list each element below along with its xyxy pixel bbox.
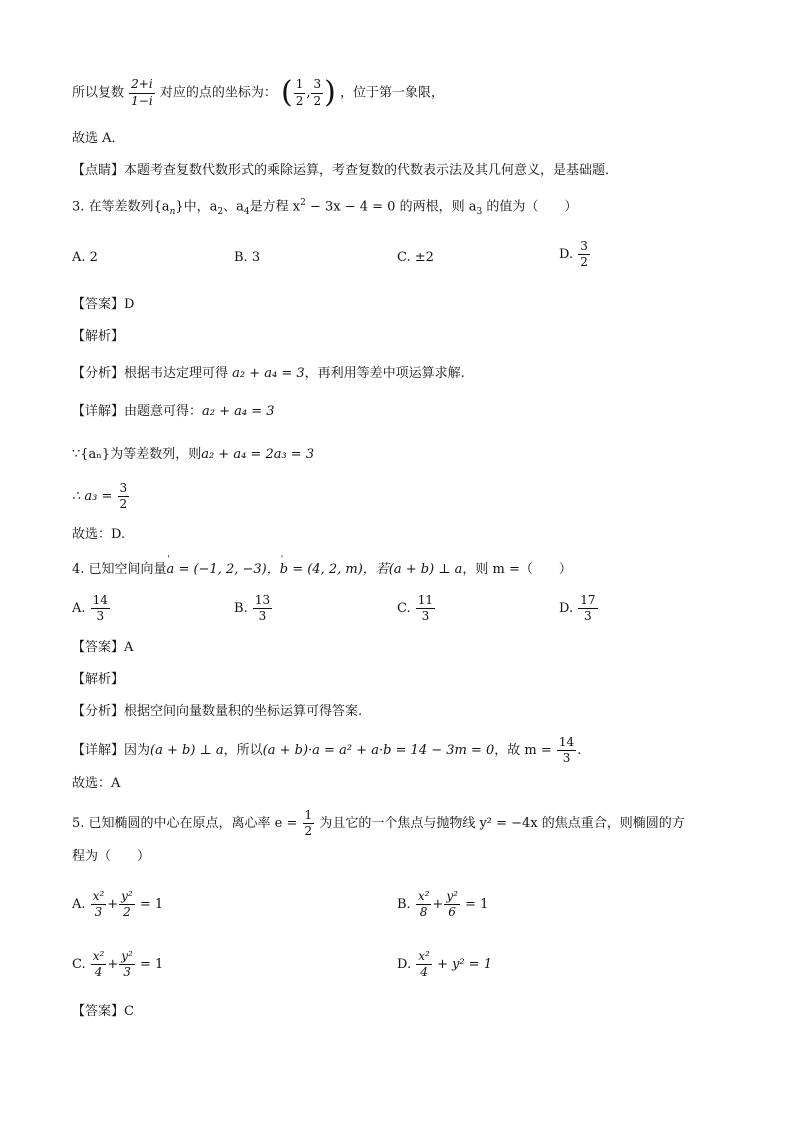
- q5-answer: 【答案】C: [72, 1004, 134, 1019]
- text: ，位于第一象限，: [339, 85, 444, 101]
- q5-option-a: A. $\frac{\text{x²}}{3}$ + $\frac{\text{y²}}{2}$ = 1: [72, 889, 164, 920]
- q4-option-a: A. $\frac{14}{3}$: [72, 593, 108, 624]
- q4-choose: 故选：A: [72, 776, 121, 791]
- q3-option-b: B. 3: [234, 250, 261, 265]
- q4-xiangjie: 【详解】因为(a + b) ⊥ a，所以(a + b)·a = a² + a·b = 14 − 3m = 0，故 m = $\frac{14}{3}$ .: [72, 735, 582, 766]
- text: 所以复数: [72, 85, 125, 101]
- choose-a: 故选 A．: [72, 131, 125, 146]
- q3-stem: 3. 在等差数列$\{a_n\}$中，$a_2$、$a_4$是方程 $x^2 - 3x - 4 = 0$ 的两根，则 $a_3$ 的值为（ ）: [72, 198, 578, 217]
- q5-stem-cont: 程为（ ）: [72, 849, 151, 864]
- q3-answer: 【答案】D: [72, 297, 135, 312]
- q3-option-d: D. $\frac{3}{2}$: [559, 239, 588, 270]
- line-complex-point: 所以复数 $\frac{2+i}{1-i}$ 对应的点的坐标为： ( $\frac{1}{2}$ , $\frac{3}{2}$ ) ，位于第一象限，: [72, 75, 444, 110]
- q5-option-c: C. $\frac{\text{x²}}{4}$ + $\frac{\text{y²}}{3}$ = 1: [72, 949, 164, 980]
- q5-option-b: B. $\frac{\text{x²}}{8}$ + $\frac{\text{y²}}{6}$ = 1: [397, 889, 489, 920]
- fraction: $\frac{2+i}{1-i}$: [131, 77, 153, 108]
- q3-option-a: A. 2: [72, 250, 98, 265]
- q4-option-b: B. $\frac{13}{3}$: [234, 593, 271, 624]
- q3-xiangjie: 【详解】由题意可得：a₂ + a₄ = 3: [72, 404, 275, 419]
- fraction: $\frac{3}{2}$: [313, 77, 322, 108]
- q4-jiexi: 【解析】: [72, 672, 125, 687]
- q4-stem: 4. 已知空间向量' a = (−1, 2, −3)，' b = (4, 2, m)，若(a + b) ⊥ a，则 m =（ ）: [72, 563, 572, 576]
- q3-fenxi: 【分析】根据韦达定理可得 a₂ + a₄ = 3，再利用等差中项运算求解.: [72, 366, 465, 381]
- fraction: $\frac{1}{2}$: [295, 77, 304, 108]
- q3-step2: ∵{aₙ}为等差数列，则a₂ + a₄ = 2a₃ = 3: [72, 447, 315, 462]
- q4-fenxi: 【分析】根据空间向量数量积的坐标运算可得答案.: [72, 704, 363, 719]
- q3-step3: ∴ a₃ = $\frac{3}{2}$: [72, 481, 128, 512]
- q4-option-d: D. $\frac{17}{3}$: [559, 593, 596, 624]
- q5-stem: 5. 已知椭圆的中心在原点，离心率 e = $\frac{1}{2}$ 为且它的一个焦点与抛物线 y² = −4x 的焦点重合，则椭圆的方: [72, 808, 685, 839]
- q3-option-c: C. ±2: [397, 250, 434, 265]
- q3-choose: 故选：D.: [72, 527, 126, 542]
- q4-answer: 【答案】A: [72, 640, 134, 655]
- dianjing: 【点睛】本题考查复数代数形式的乘除运算，考查复数的代数表示法及其几何意义，是基础题．: [72, 163, 619, 178]
- q5-option-d: D. $\frac{\text{x²}}{4}$ + y² = 1: [397, 949, 492, 980]
- text: 对应的点的坐标为：: [159, 85, 277, 101]
- q3-jiexi: 【解析】: [72, 329, 125, 344]
- q4-option-c: C. $\frac{11}{3}$: [397, 593, 434, 624]
